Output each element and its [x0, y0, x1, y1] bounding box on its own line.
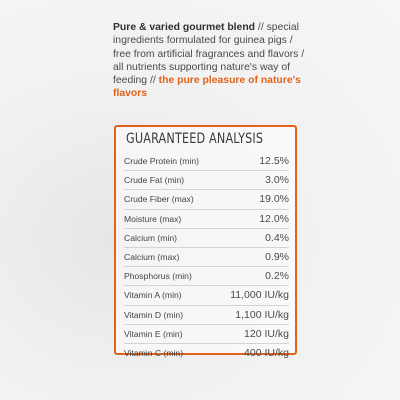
row-value: 12.5% — [259, 155, 289, 168]
row-label: Calcium (max) — [124, 252, 180, 263]
row-value: 12.0% — [259, 212, 289, 225]
product-description — [113, 21, 313, 101]
analysis-row — [124, 286, 289, 305]
row-label: Crude Protein (min) — [124, 156, 199, 167]
analysis-table — [124, 152, 289, 362]
row-label: Vitamin E (min) — [124, 328, 183, 339]
analysis-row — [124, 267, 289, 286]
row-value: 19.0% — [259, 193, 289, 206]
row-value: 3.0% — [265, 174, 289, 187]
row-label: Vitamin D (min) — [124, 309, 184, 320]
row-value: 120 IU/kg — [244, 327, 289, 340]
row-label: Crude Fat (min) — [124, 175, 185, 186]
row-label: Moisture (max) — [124, 213, 182, 224]
row-value: 1,100 IU/kg — [235, 308, 289, 321]
row-label: Vitamin C (min) — [124, 347, 184, 358]
panel-title: GUARANTEED ANALYSIS — [126, 131, 264, 147]
row-value: 11,000 IU/kg — [230, 289, 289, 302]
row-value: 0.4% — [265, 231, 289, 244]
description-lead: Pure & varied gourmet blend — [113, 22, 256, 33]
analysis-row — [124, 171, 289, 190]
row-label: Crude Fiber (max) — [124, 194, 194, 205]
analysis-row — [124, 248, 289, 267]
analysis-row — [124, 190, 289, 209]
analysis-row — [124, 306, 289, 325]
row-value: 0.2% — [265, 270, 289, 283]
analysis-row — [124, 210, 289, 229]
row-label: Phosphorus (min) — [124, 271, 192, 282]
guaranteed-analysis-panel — [114, 125, 297, 359]
analysis-row — [124, 325, 289, 344]
analysis-row — [124, 229, 289, 248]
analysis-row — [124, 344, 289, 362]
row-label: Vitamin A (min) — [124, 290, 182, 301]
analysis-row — [124, 152, 289, 171]
row-label: Calcium (min) — [124, 232, 177, 243]
description-body: // special ingredients formulated for guinea pigs / free from artificial fragrances and flavors / all nutrients supporting nature's way of feeding // — [113, 22, 305, 87]
row-value: 0.9% — [265, 251, 289, 264]
row-value: 400 IU/kg — [244, 346, 289, 359]
description-accent: the pure pleasure of nature's flavors — [113, 75, 301, 100]
